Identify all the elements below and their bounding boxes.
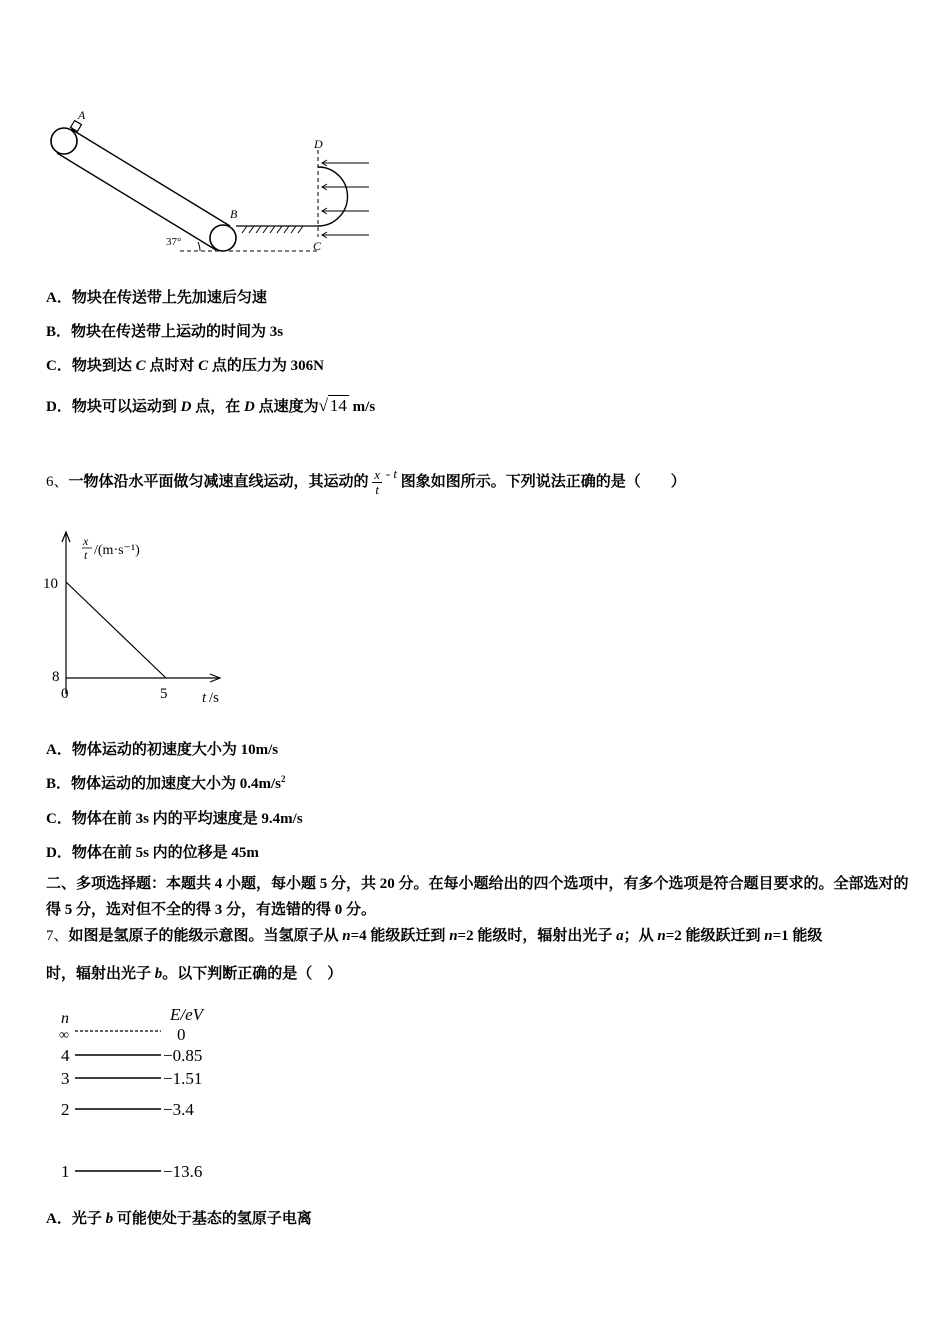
belt-top xyxy=(71,129,230,226)
section-2-heading: 二、多项选择题：本题共 4 小题，每小题 5 分，共 20 分。在每小题给出的四个选项中，有多个选项是符合题目要求的。全部选对的得 5 分，选对但不全的得 3 分，有选错的得 0 分。 xyxy=(46,876,909,918)
label-c: C xyxy=(313,239,322,253)
level-n-inf: ∞ xyxy=(59,1028,69,1043)
q5-option-c: C．物块到达 C 点时对 C 点的压力为 306N xyxy=(46,358,324,374)
y-label-den: t xyxy=(84,548,88,562)
level-e-inf: 0 xyxy=(177,1025,186,1044)
belt-bottom xyxy=(57,153,216,250)
tick-x-0: 0 xyxy=(61,686,69,702)
label-a: A xyxy=(78,108,86,122)
q6-option-d: D．物体在前 5s 内的位移是 45m xyxy=(46,845,259,861)
tick-y-10: 10 xyxy=(43,576,58,592)
q7-stem-line2: 时，辐射出光子 b。以下判断正确的是（ ） xyxy=(46,966,343,982)
level-n-2: 2 xyxy=(61,1100,70,1119)
xt-t-graph xyxy=(40,528,240,713)
level-e-4: −0.85 xyxy=(163,1046,203,1065)
q6-option-b: B．物体运动的加速度大小为 $0.4m/s^2$ xyxy=(46,774,286,792)
tick-y-8: 8 xyxy=(52,669,60,685)
x-unit: /s xyxy=(209,690,220,706)
bottom-pulley xyxy=(210,225,236,251)
conveyor-figure xyxy=(40,105,380,260)
tick-x-5: 5 xyxy=(160,686,168,702)
q7-stem-line1: 7、如图是氢原子的能级示意图。当氢原子从 n=4 能级跃迁到 n=2 能级时，辐射出光子 a；从 n=2 能级跃迁到 n=1 能级 xyxy=(46,928,823,944)
q5-option-d: D．物块可以运动到 D 点，在 D 点速度为√ 14 m/s xyxy=(46,396,376,415)
q6-stem: 6、一物体沿水平面做匀减速直线运动，其运动的 $\frac{x}{t}$ - t 图象如图所示。下列说法正确的是（ ） xyxy=(46,466,686,498)
sqrt-expression: √ 14 xyxy=(318,396,347,415)
q7-option-a: A．光子 b 可能使处于基态的氢原子电离 xyxy=(46,1211,312,1227)
level-e-3: −1.51 xyxy=(163,1069,203,1088)
level-e-2: −3.4 xyxy=(163,1100,194,1119)
q6-option-c: C．物体在前 3s 内的平均速度是 9.4m/s xyxy=(46,811,303,827)
level-n-1: 1 xyxy=(61,1162,70,1181)
n-header: n xyxy=(61,1010,69,1027)
label-b: B xyxy=(230,207,238,221)
q6-option-a: A．物体运动的初速度大小为 10m/s xyxy=(46,742,279,758)
level-n-4: 4 xyxy=(61,1046,70,1065)
xt-fraction: $\frac{x}{t}$ xyxy=(374,467,381,498)
x-label: t xyxy=(202,690,207,706)
angle-arc xyxy=(198,242,200,251)
q5-option-a: A．物块在传送带上先加速后匀速 xyxy=(46,290,267,306)
q5-option-b: B．物块在传送带上运动的时间为 3s xyxy=(46,324,284,340)
angle-label: 37° xyxy=(166,236,182,248)
y-unit: /(m·s⁻¹) xyxy=(94,543,140,558)
data-line xyxy=(66,582,166,678)
semicircle-track xyxy=(318,167,348,226)
level-e-1: −13.6 xyxy=(163,1162,203,1181)
label-d: D xyxy=(314,137,323,151)
level-n-3: 3 xyxy=(61,1069,70,1088)
y-label-num: x xyxy=(83,534,89,548)
e-header: E/eV xyxy=(170,1005,204,1024)
energy-level-diagram xyxy=(55,1000,235,1185)
top-pulley xyxy=(51,128,77,154)
